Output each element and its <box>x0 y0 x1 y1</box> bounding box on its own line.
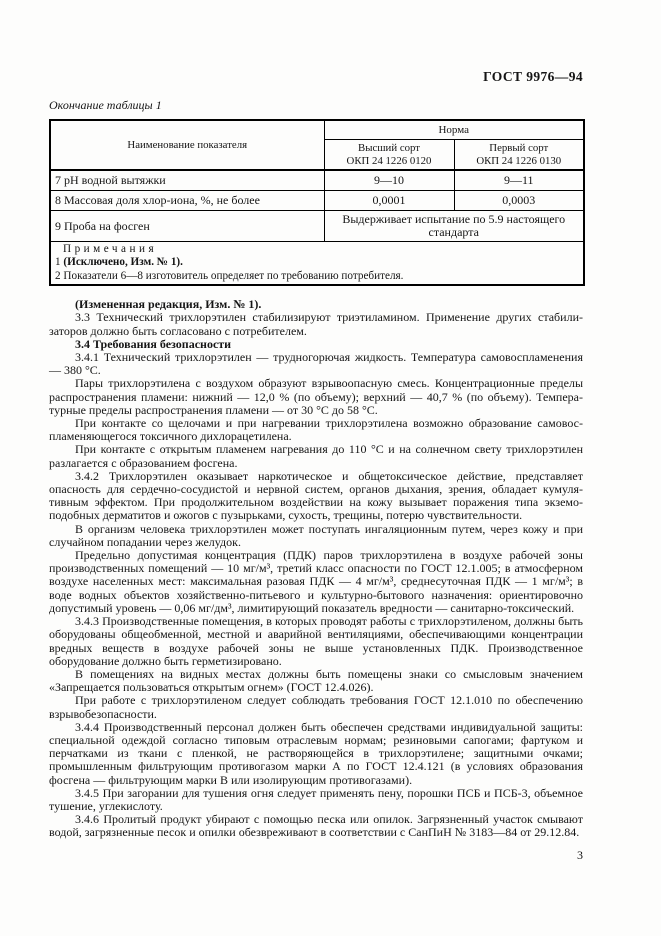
grade-name: Первый сорт <box>489 142 549 154</box>
paragraph: 3.4.3 Производственные помещения, в которых проводят работы с трихлорэтиленом, должны быть оборудованы общеобменной, местной и аварийной вентиляциями, обеспечивающими концентрации вредных веществ в воздухе рабочей зоны не выше установленных ПДК. Производственное оборудование должно быть герметизировано. <box>49 614 583 668</box>
grade-okp: ОКП 24 1226 0120 <box>346 154 432 167</box>
table-row <box>50 191 584 211</box>
paragraph: (Измененная редакция, Изм. № 1). <box>75 297 262 312</box>
paragraph: 3.4 Требования безопасности <box>75 336 232 351</box>
row-value-cell: 0,0001 <box>324 191 454 211</box>
header-norma: Норма <box>324 120 584 140</box>
row-value-cell: 0,0003 <box>454 191 584 211</box>
grade-name: Высший сорт <box>358 142 420 154</box>
row-name-cell: 9 Проба на фосген <box>50 211 324 242</box>
note-number: 2 <box>55 269 61 282</box>
paragraph: 3.3 Технический трихлорэтилен стабилизируют триэтиламином. Применение других стабилизаторов должно быть согласовано с потребителем. <box>49 310 583 338</box>
table-row <box>50 211 584 242</box>
note-line <box>55 270 579 283</box>
paragraph: 3.4.6 Пролитый продукт убирают с помощью песка или опилок. Загрязненный участок смывают водой, загрязненные песок и опилки обезвреживают в соответствии с СанПиН № 3183—84 от 29.12.84. <box>49 812 583 840</box>
header-grade-first <box>454 140 584 171</box>
table-header-row-1 <box>50 120 584 140</box>
notes-title: Примечания <box>63 243 158 255</box>
doc-number: ГОСТ 9976—94 <box>483 69 583 84</box>
note-number: 1 <box>55 256 61 269</box>
table-notes <box>50 242 584 286</box>
paragraph: 3.4.5 При загорании для тушения огня следует применять пену, порошки ПСБ и ПСБ-3, объемное тушение, углекислоту. <box>49 785 583 813</box>
header-indicator-name: Наименование показателя <box>50 120 324 170</box>
row-value-span-cell: Выдерживает испытание по 5.9 настоящего стандарта <box>324 211 584 242</box>
paragraph: 3.4.2 Трихлорэтилен оказывает наркотическое и общетоксическое действие, представляет опасность для сердечно-сосудистой и нервной систем, органов дыхания, зрения, обладает кумулятивным эффектом. При продолжительном воздействии на кожу вызывает поражения типа экземоподобных дерматитов и ожогов с пузырьками, сухость, трещины, потерю чувствительности. <box>49 468 583 523</box>
body-text <box>49 298 583 839</box>
page-number: 3 <box>577 848 583 862</box>
paragraph: При контакте со щелочами и при нагревании трихлорэтилена возможно образование самовоспламеняющегося токсичного дихлорацетилена. <box>49 416 583 444</box>
paragraph: 3.4.1 Технический трихлорэтилен — трудногорючая жидкость. Температура самовоспламенения — 380 °С. <box>49 350 583 378</box>
paragraph: Пары трихлорэтилена с воздухом образуют взрывоопасную смесь. Концентрационные пределы распространения пламени: нижний — 12,0 % (по объему); верхний — 40,7 % (по объему). Температурные пределы распространения пламени — от 30 °С до 58 °С. <box>49 376 583 417</box>
header-grade-highest <box>324 140 454 171</box>
note-text: Показатели 6—8 изготовитель определяет по требованию потребителя. <box>63 269 404 282</box>
page-content <box>49 69 583 840</box>
row-name-cell: 8 Массовая доля хлор-иона, %, не более <box>50 191 324 211</box>
row-value-cell: 9—10 <box>324 170 454 191</box>
paragraph: В организм человека трихлорэтилен может поступать ингаляционным путем, через кожу и при случайном попадании через желудок. <box>49 521 583 549</box>
spec-table <box>49 119 585 286</box>
paragraph: 3.4.4 Производственный персонал должен быть обеспечен средствами индивидуальной защиты: специальной одеждой согласно типовым отраслевым нормам; резиновыми сапогами; фартуком и перчатками из ткани с пленкой, не растворяющейся в трихлорэтилене; защитными очками; промышленным фильтрующим противогазом марки А по ГОСТ 12.4.121 (в условиях образования фосгена — фильтрующим марки В или изолирующим противогазами). <box>49 719 583 787</box>
paragraph: При контакте с открытым пламенем нагревания до 110 °С и на солнечном свету трихлорэтилен разлагается с образованием фосгена. <box>49 442 583 470</box>
table-continuation-caption: Окончание таблицы 1 <box>49 98 162 112</box>
note-line <box>55 256 579 269</box>
paragraph: В помещениях на видных местах должны быть помещены знаки со смысловым значением «Запрещается пользоваться открытым огнем» (ГОСТ 12.4.026). <box>49 666 583 695</box>
table-notes-row <box>50 242 584 286</box>
note-text: (Исключено, Изм. № 1). <box>63 256 183 269</box>
row-value-cell: 9—11 <box>454 170 584 191</box>
table-row <box>50 170 584 191</box>
row-name-cell: 7 pH водной вытяжки <box>50 170 324 191</box>
grade-okp: ОКП 24 1226 0130 <box>476 154 562 167</box>
paragraph: При работе с трихлорэтиленом следует соблюдать требования ГОСТ 12.1.010 по обеспечению взрывобезопасности. <box>49 693 583 721</box>
paragraph: Предельно допустимая концентрация (ПДК) паров трихлорэтилена в воздухе рабочей зоны производственных помещений — 10 мг/м³, третий класс опасности по ГОСТ 12.1.005; в атмосферном воздухе населенных мест: максимальная разовая ПДК — 4 мг/м³, среднесуточная ПДК — 1 мг/м³; в воде водных объектов хозяйственно-питьевого и культурно-бытового назначения: ориентировочно допустимый уровень — 0,06 мг/дм³, лимитирующий показатель вредности — санитарно-токсический. <box>49 548 583 615</box>
